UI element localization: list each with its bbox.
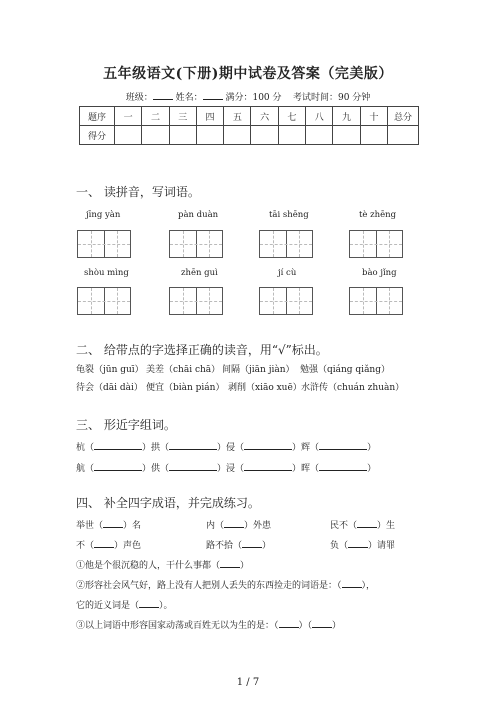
pinyin-label: tè zhēng bbox=[359, 210, 397, 220]
score-header-cell: 题序 bbox=[80, 107, 115, 126]
answer-blank[interactable] bbox=[169, 461, 217, 471]
pinyin-label: tāi shēng bbox=[269, 210, 309, 220]
idiom-item: 路不拾（ ） bbox=[206, 538, 271, 551]
answer-blank[interactable] bbox=[319, 461, 367, 471]
writing-grid[interactable] bbox=[259, 230, 313, 258]
score-cell[interactable] bbox=[115, 126, 142, 145]
score-header-cell: 三 bbox=[169, 107, 196, 126]
writing-grid[interactable] bbox=[169, 287, 223, 315]
char-label: ）辉（ bbox=[292, 443, 320, 453]
char-label: ）供（ bbox=[142, 464, 170, 474]
char-label: 杭（ bbox=[76, 443, 95, 453]
pinyin-label: bào jǐng bbox=[362, 268, 397, 278]
score-cell[interactable] bbox=[360, 126, 387, 145]
score-cell[interactable] bbox=[278, 126, 305, 145]
writing-grid[interactable] bbox=[169, 230, 223, 258]
class-blank[interactable] bbox=[153, 90, 173, 100]
score-text: 满分：100 分 bbox=[225, 93, 282, 103]
score-header-cell: 九 bbox=[333, 107, 360, 126]
char-label: ）侵（ bbox=[217, 443, 245, 453]
char-compare-line bbox=[76, 440, 376, 453]
reading-option[interactable]: 便宜（biàn pián） bbox=[146, 383, 225, 393]
pinyin-label: jí cù bbox=[278, 268, 297, 278]
idiom-blank[interactable] bbox=[357, 518, 377, 528]
char-label: ） bbox=[367, 443, 377, 453]
question-3: ③以上词语中形容国家动荡或百姓无以为生的是：（ ）（ ） bbox=[76, 618, 341, 631]
idiom-blank[interactable] bbox=[94, 538, 114, 548]
section-2-heading: 二、 给带点的字选择正确的读音，用“√”标出。 bbox=[76, 343, 328, 357]
score-header-cell: 七 bbox=[278, 107, 305, 126]
score-header-cell: 十 bbox=[360, 107, 387, 126]
pinyin-label: pàn duàn bbox=[178, 210, 219, 220]
score-header-cell: 二 bbox=[142, 107, 169, 126]
score-cell[interactable] bbox=[333, 126, 360, 145]
exam-info bbox=[0, 90, 496, 103]
score-header-cell: 总分 bbox=[388, 107, 419, 126]
writing-grid[interactable] bbox=[349, 287, 403, 315]
score-header-cell: 一 bbox=[115, 107, 142, 126]
answer-blank[interactable] bbox=[94, 461, 142, 471]
idiom-blank[interactable] bbox=[348, 538, 368, 548]
answer-blank[interactable] bbox=[244, 440, 292, 450]
score-cell[interactable] bbox=[306, 126, 333, 145]
idiom-item: 内（ ）外患 bbox=[206, 518, 271, 531]
writing-grid[interactable] bbox=[349, 230, 403, 258]
answer-blank[interactable] bbox=[319, 440, 367, 450]
reading-option[interactable]: 间隔（jiān jiàn） bbox=[222, 365, 295, 375]
writing-grid[interactable] bbox=[77, 287, 131, 315]
score-header-cell: 六 bbox=[251, 107, 278, 126]
char-label: ）晖（ bbox=[292, 464, 320, 474]
score-cell[interactable] bbox=[251, 126, 278, 145]
char-label: ） bbox=[367, 464, 377, 474]
answer-blank[interactable] bbox=[220, 558, 240, 568]
reading-option[interactable]: 水浒传（chuán zhuàn） bbox=[301, 383, 405, 393]
name-blank[interactable] bbox=[203, 90, 223, 100]
char-label: 航（ bbox=[76, 464, 95, 474]
reading-option[interactable]: 龟裂（jūn guī） bbox=[76, 365, 144, 375]
question-1: ①他是个很沉稳的人，干什么事都（ ） bbox=[76, 558, 249, 571]
score-table-header bbox=[80, 107, 419, 126]
class-label: 班级： bbox=[125, 93, 153, 103]
answer-blank[interactable] bbox=[139, 598, 159, 608]
question-2: ②形容社会风气好，路上没有人把别人丢失的东西捡走的词语是：（ ）， bbox=[76, 578, 375, 591]
reading-option[interactable]: 美差（chāi chā） bbox=[146, 365, 221, 375]
score-cell[interactable] bbox=[142, 126, 169, 145]
time-text: 考试时间：90 分钟 bbox=[292, 93, 371, 103]
pinyin-label: jīng yàn bbox=[86, 210, 121, 220]
pinyin-label: zhēn guì bbox=[181, 268, 218, 278]
score-header-cell: 五 bbox=[224, 107, 251, 126]
char-compare-line bbox=[76, 461, 376, 474]
page-number: 1 / 7 bbox=[236, 677, 260, 688]
answer-blank[interactable] bbox=[94, 440, 142, 450]
score-cell[interactable] bbox=[196, 126, 223, 145]
score-cell[interactable] bbox=[388, 126, 419, 145]
answer-blank[interactable] bbox=[342, 578, 362, 588]
score-row-label: 得分 bbox=[80, 126, 115, 145]
reading-option[interactable]: 待会（dāi dài） bbox=[76, 383, 143, 393]
question-2-cont: 它的近义词是（ ）。 bbox=[76, 598, 173, 611]
idiom-blank[interactable] bbox=[242, 538, 262, 548]
idiom-item: 负（ ）请罪 bbox=[330, 538, 395, 551]
idiom-blank[interactable] bbox=[224, 518, 244, 528]
writing-grid[interactable] bbox=[77, 230, 131, 258]
reading-option[interactable]: 剥削（xiāo xuē） bbox=[228, 383, 302, 393]
char-label: ）浸（ bbox=[217, 464, 245, 474]
idiom-item: 不（ ）声色 bbox=[76, 538, 141, 551]
answer-blank[interactable] bbox=[169, 440, 217, 450]
char-label: ）拱（ bbox=[142, 443, 170, 453]
score-table bbox=[79, 106, 419, 145]
section-3-heading: 三、 形近字组词。 bbox=[76, 418, 176, 432]
answer-blank[interactable] bbox=[244, 461, 292, 471]
score-cell[interactable] bbox=[224, 126, 251, 145]
pinyin-label: shòu mìng bbox=[84, 268, 129, 278]
page-title: 五年级语文(下册)期中试卷及答案（完美版） bbox=[103, 66, 393, 82]
name-label: 姓名： bbox=[175, 93, 203, 103]
score-table-row bbox=[80, 126, 419, 145]
score-header-cell: 四 bbox=[196, 107, 223, 126]
idiom-blank[interactable] bbox=[103, 518, 123, 528]
writing-grid[interactable] bbox=[259, 287, 313, 315]
section-4-heading: 四、 补全四字成语，并完成练习。 bbox=[76, 496, 260, 510]
answer-blank[interactable] bbox=[279, 618, 299, 628]
idiom-item: 民不（ ）生 bbox=[330, 518, 395, 531]
answer-blank[interactable] bbox=[312, 618, 332, 628]
section-1-heading: 一、 读拼音，写词语。 bbox=[76, 185, 200, 199]
idiom-item: 举世（ ）名 bbox=[76, 518, 141, 531]
score-cell[interactable] bbox=[169, 126, 196, 145]
reading-option[interactable]: 勉强（qiáng qiǎng） bbox=[300, 365, 390, 375]
score-header-cell: 八 bbox=[306, 107, 333, 126]
